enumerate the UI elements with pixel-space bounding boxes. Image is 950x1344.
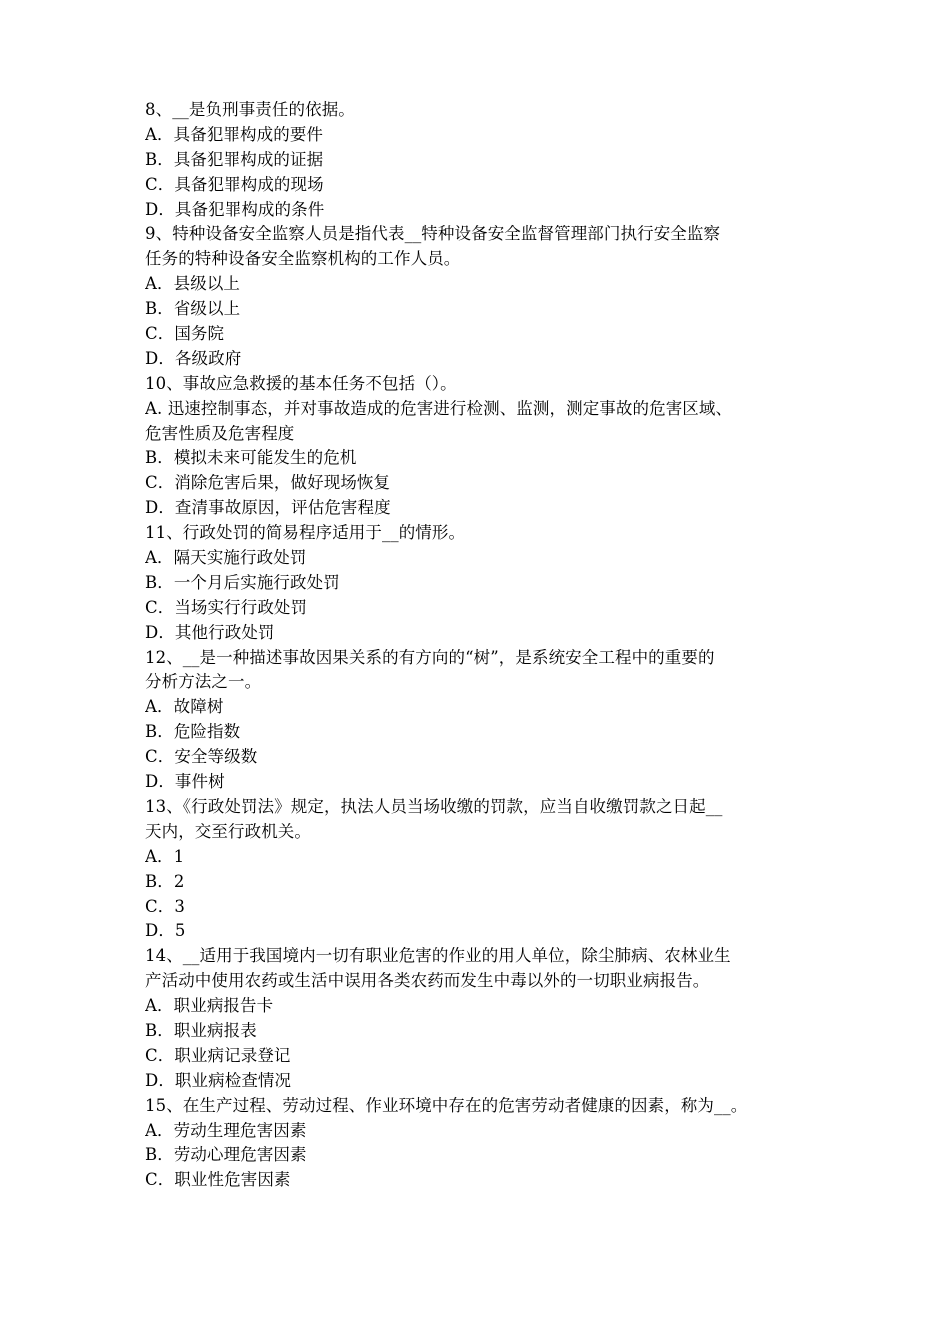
option-c: C．职业性危害因素 (145, 1170, 291, 1190)
option-c: C．消除危害后果，做好现场恢复 (145, 473, 391, 493)
option-c: C．当场实行行政处罚 (145, 597, 308, 617)
question-10: 10、事故应急救援的基本任务不包括（）。 (145, 373, 457, 393)
option-a: A．隔天实施行政处罚 (145, 548, 307, 568)
option-a: A．1 (145, 846, 185, 866)
question-12-continued: 分析方法之一。 (145, 672, 262, 692)
question-8: 8、__是负刑事责任的依据。 (145, 100, 355, 119)
document-body (145, 98, 810, 1193)
question-14-continued: 产活动中使用农药或生活中误用各类农药而发生中毒以外的一切职业病报告。 (145, 971, 710, 991)
option-d: D．具备犯罪构成的条件 (145, 199, 325, 219)
option-a: A．故障树 (145, 697, 224, 717)
question-13-continued: 天内，交至行政机关。 (145, 821, 311, 841)
question-9: 9、特种设备安全监察人员是指代表__特种设备安全监督管理部门执行安全监察 (145, 224, 721, 244)
option-c: C．具备犯罪构成的现场 (145, 174, 324, 194)
option-c: C．国务院 (145, 324, 225, 344)
question-13: 13、《行政处罚法》规定，执法人员当场收缴的罚款，应当自收缴罚款之日起__ (145, 796, 723, 816)
option-b: B．2 (145, 871, 185, 891)
option-b: B．劳动心理危害因素 (145, 1145, 307, 1165)
option-d: D．各级政府 (145, 348, 242, 368)
option-d: D．事件树 (145, 772, 225, 792)
option-d: D．其他行政处罚 (145, 622, 275, 642)
option-a: A．劳动生理危害因素 (145, 1120, 307, 1140)
option-c: C．3 (145, 896, 185, 916)
option-c: C．职业病记录登记 (145, 1045, 291, 1065)
question-11: 11、行政处罚的简易程序适用于__的情形。 (145, 523, 466, 543)
option-a: A．县级以上 (145, 274, 241, 294)
option-d: D．查清事故原因，评估危害程度 (145, 498, 391, 518)
option-c: C．安全等级数 (145, 747, 258, 767)
question-9-continued: 任务的特种设备安全监察机构的工作人员。 (145, 249, 461, 269)
option-b: B．一个月后实施行政处罚 (145, 572, 340, 592)
option-a: A．职业病报告卡 (145, 996, 274, 1016)
question-14: 14、__适用于我国境内一切有职业危害的作业的用人单位，除尘肺病、农林业生 (145, 946, 731, 966)
option-a-continued: 危害性质及危害程度 (145, 423, 295, 443)
option-b: B．模拟未来可能发生的危机 (145, 448, 357, 468)
option-b: B．省级以上 (145, 299, 241, 319)
option-d: D．职业病检查情况 (145, 1070, 292, 1090)
option-b: B．危险指数 (145, 722, 241, 742)
option-a: A．具备犯罪构成的要件 (145, 124, 324, 144)
option-d: D．5 (145, 921, 186, 941)
option-a: A. 迅速控制事态，并对事故造成的危害进行检测、监测，测定事故的危害区域、 (145, 398, 733, 418)
question-12: 12、__是一种描述事故因果关系的有方向的“树”，是系统安全工程中的重要的 (145, 647, 715, 667)
option-b: B．具备犯罪构成的证据 (145, 149, 324, 169)
option-b: B．职业病报表 (145, 1020, 257, 1040)
question-15: 15、在生产过程、劳动过程、作业环境中存在的危害劳动者健康的因素，称为__。 (145, 1095, 748, 1115)
